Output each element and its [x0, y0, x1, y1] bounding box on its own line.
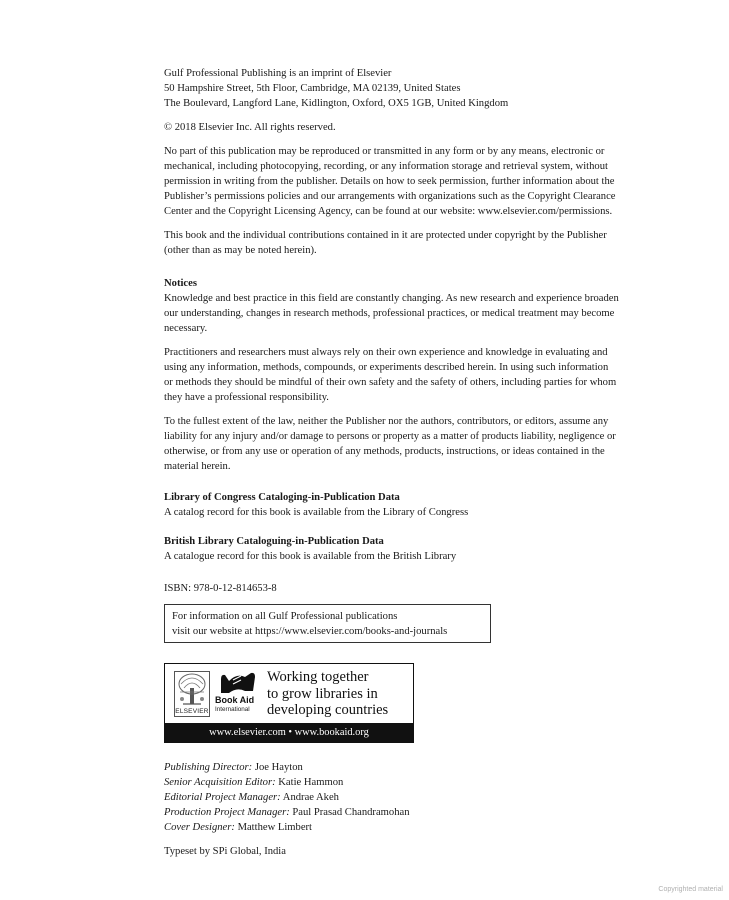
- credit-line: [164, 790, 619, 805]
- info-box-line-1: For information on all Gulf Professional publications: [172, 611, 398, 622]
- notices-heading: Notices: [164, 278, 197, 289]
- book-aid-banner: [164, 663, 414, 743]
- credit-name: Paul Prasad Chandramohan: [292, 807, 410, 818]
- loc-text: A catalog record for this book is available from the Library of Congress: [164, 507, 469, 518]
- hands-book-icon: [215, 671, 261, 695]
- credit-name: Andrae Akeh: [282, 792, 339, 803]
- credit-role: Senior Acquisition Editor:: [164, 777, 276, 788]
- loc-heading: Library of Congress Cataloging-in-Publication Data: [164, 492, 400, 503]
- notices-paragraph-1: Knowledge and best practice in this field are constantly changing. As new research and experience broaden our understanding, changes in research methods, professional practices, or medical treatment may become necessary.: [164, 293, 619, 334]
- credit-role: Publishing Director:: [164, 762, 253, 773]
- rights-paragraph: No part of this publication may be reproduced or transmitted in any form or by any means, electronic or mechanical, including photocopying, recording, or any information storage and retrieval system, without permission in writing from the publisher. Details on how to seek permission, further information about the Publisher’s permissions policies and our arrangements with organizations such as the Copyright Clearance Center and the Copyright Licensing Agency, can be found at our website: www.elsevier.com/permissions.: [164, 146, 616, 217]
- publisher-address: [164, 66, 619, 111]
- copyright-page: [164, 66, 619, 859]
- credit-line: [164, 775, 619, 790]
- address-line: Gulf Professional Publishing is an imprint of Elsevier: [164, 68, 392, 79]
- elsevier-logo-text: ELSEVIER: [175, 708, 209, 715]
- book-aid-logo: [215, 671, 263, 717]
- book-aid-subtitle: International: [215, 706, 250, 713]
- credit-name: Katie Hammon: [278, 777, 344, 788]
- slogan-line: to grow libraries in: [267, 685, 378, 702]
- publications-info-box: [164, 604, 491, 643]
- credit-name: Matthew Limbert: [237, 822, 312, 833]
- isbn: ISBN: 978-0-12-814653-8: [164, 583, 277, 594]
- credit-role: Editorial Project Manager:: [164, 792, 281, 803]
- book-aid-name: Book Aid: [215, 695, 255, 705]
- notices-paragraph-2: Practitioners and researchers must always rely on their own experience and knowledge in evaluating and using any information, methods, compounds, or experiments described herein. In using such information or methods they should be mindful of their own safety and the safety of others, including parties for whom they have a professional responsibility.: [164, 347, 617, 403]
- typeset-note: Typeset by SPi Global, India: [164, 846, 286, 857]
- credit-role: Production Project Manager:: [164, 807, 290, 818]
- bl-section: [164, 534, 619, 564]
- bl-heading: British Library Cataloguing-in-Publication Data: [164, 536, 384, 547]
- notices-paragraph-3: To the fullest extent of the law, neither the Publisher nor the authors, contributors, or editors, assume any liability for any injury and/or damage to persons or property as a matter of products liability, negligence or otherwise, or from any use or operation of any methods, products, instructions, or ideas contained in the material herein.: [164, 416, 616, 472]
- elsevier-tree-logo: [174, 671, 210, 717]
- notices-section: [164, 276, 619, 474]
- slogan-line: developing countries: [267, 702, 389, 718]
- credit-line: [164, 805, 619, 820]
- copyright-notice: © 2018 Elsevier Inc. All rights reserved.: [164, 122, 336, 133]
- credit-line: [164, 820, 619, 835]
- loc-section: [164, 490, 619, 520]
- address-line: The Boulevard, Langford Lane, Kidlington, Oxford, OX5 1GB, United Kingdom: [164, 98, 509, 109]
- slogan-line: Working together: [267, 669, 369, 685]
- copyright-watermark: Copyrighted material: [658, 886, 723, 893]
- credits-list: [164, 760, 619, 835]
- credit-role: Cover Designer:: [164, 822, 235, 833]
- banner-slogan: [267, 669, 388, 719]
- credit-name: Joe Hayton: [254, 762, 303, 773]
- address-line: 50 Hampshire Street, 5th Floor, Cambridge, MA 02139, United States: [164, 83, 461, 94]
- info-box-line-2: visit our website at https://www.elsevier.com/books-and-journals: [172, 626, 448, 637]
- tree-icon: [175, 672, 209, 708]
- protection-paragraph: This book and the individual contributions contained in it are protected under copyright by the Publisher (other than as may be noted herein).: [164, 230, 607, 256]
- banner-footer-urls: www.elsevier.com • www.bookaid.org: [165, 723, 413, 742]
- bl-text: A catalogue record for this book is available from the British Library: [164, 551, 457, 562]
- credit-line: [164, 760, 619, 775]
